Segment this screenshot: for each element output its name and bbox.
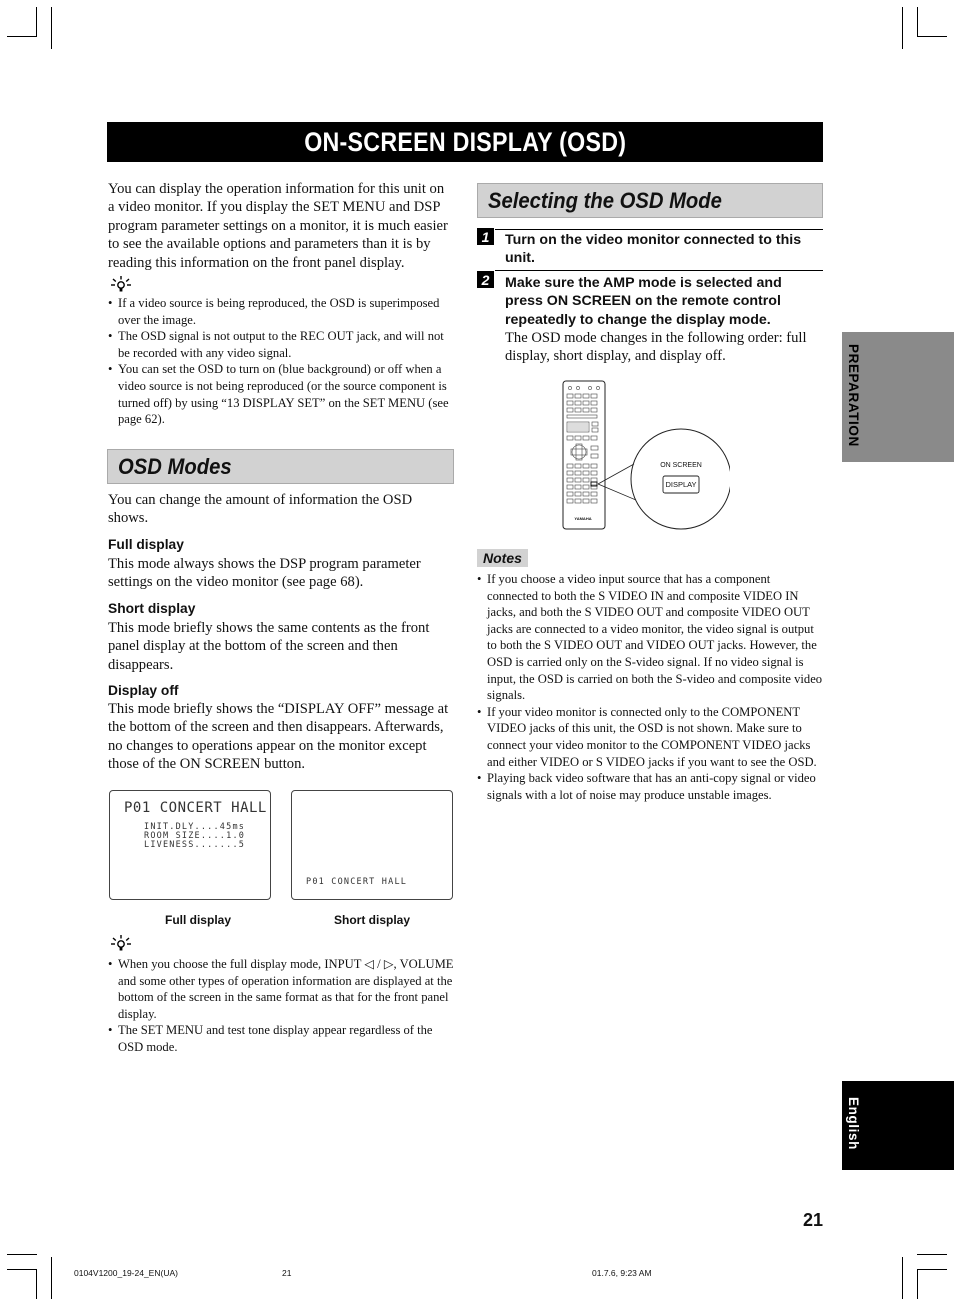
list-item: • When you choose the full display mode, INPUT ◁ / ▷, VOLUME and some other types of operation information are displayed at the bottom of the screen in the same format as that for the front panel display. xyxy=(108,956,454,1022)
osd-modes-intro: You can change the amount of information the OSD shows. xyxy=(108,492,413,527)
step-detail: The OSD mode changes in the following order: full display, short display, and display off. xyxy=(505,330,807,365)
list-item: • If you choose a video input source that has a component connected to both the S VIDEO IN and composite VIDEO IN jacks, and both the S VIDEO OUT and composite VIDEO OUT jacks are connected to a video monitor, the video signal is output to both the S VIDEO OUT and VIDEO OUT jacks. However, the OSD is carried only on the S-video signal. If no video signal is input, the OSD is carried on both the S-video and composite video signals. xyxy=(477,571,823,704)
mode-heading: Display off xyxy=(108,683,179,698)
display-button-label: DISPLAY xyxy=(665,480,697,489)
osd-short-line: P01 CONCERT HALL xyxy=(306,877,408,887)
osd-param: LIVENESS.......5 xyxy=(144,840,246,850)
side-tab-preparation-label: PREPARATION xyxy=(846,344,861,447)
footer-file: 0104V1200_19-24_EN(UA) xyxy=(74,1268,178,1278)
intro-tips-list xyxy=(108,295,454,428)
section-heading-text: Selecting the OSD Mode xyxy=(488,187,722,213)
tip-icon xyxy=(110,934,132,952)
section-heading-selecting xyxy=(477,183,823,218)
side-tab-language-label: English xyxy=(846,1097,861,1150)
short-display-screen xyxy=(291,790,453,900)
footer-datetime: 01.7.6, 9:23 AM xyxy=(592,1268,652,1278)
remote-brand-logo: YAMAHA xyxy=(574,516,592,521)
list-item: • You can set the OSD to turn on (blue background) or off when a video source is not being reproduced (or the source component is turned off) by using “13 DISPLAY SET” on the SET MENU (see page 62). xyxy=(108,361,454,427)
osd-param: INIT.DLY....45ms xyxy=(144,822,246,832)
full-display-screen xyxy=(109,790,271,900)
list-item: • The SET MENU and test tone display appear regardless of the OSD mode. xyxy=(108,1022,454,1055)
osd-program-title: P01 CONCERT HALL xyxy=(124,800,267,816)
footer-page: 21 xyxy=(282,1268,292,1278)
osd-param: ROOM SIZE....1.0 xyxy=(144,831,246,841)
section-heading-text: OSD Modes xyxy=(118,453,232,479)
short-display-caption: Short display xyxy=(333,913,410,927)
list-item: • If your video monitor is connected only to the COMPONENT VIDEO jacks of this unit, the OSD is not shown. Make sure to connect your video monitor to the COMPONENT VIDEO jacks and either VIDEO or S VIDEO jacks if you want to see the OSD. xyxy=(477,704,823,770)
step-rule xyxy=(495,270,823,271)
page-number: 21 xyxy=(802,1210,823,1230)
list-item: • The OSD signal is not output to the REC OUT jack, and will not be recorded with any video signal. xyxy=(108,328,454,361)
mode-heading: Full display xyxy=(108,537,184,552)
side-tab-language xyxy=(842,1081,954,1170)
mode-description: This mode briefly shows the “DISPLAY OFF” message at the bottom of the screen and then disappears. Afterwards, no changes to operations appear on the monitor except those of the ON SCREEN button. xyxy=(108,701,449,773)
section-heading-osd-modes xyxy=(107,449,454,484)
tip-icon xyxy=(110,275,132,293)
remote-callout-label: ON SCREEN xyxy=(660,462,702,469)
mode-description: This mode always shows the DSP program parameter settings on the video monitor (see page 68). xyxy=(108,556,421,591)
step-number: 2 xyxy=(477,271,494,288)
side-tab-preparation xyxy=(842,332,954,462)
mode-description: This mode briefly shows the same contents as the front panel display at the bottom of the screen and then disappears. xyxy=(108,620,430,673)
step-number: 1 xyxy=(477,228,494,245)
page-title-text: ON-SCREEN DISPLAY (OSD) xyxy=(303,126,627,157)
list-item: • Playing back video software that has an anti-copy signal or video signals with a lot of noise may produce unstable images. xyxy=(477,770,823,803)
mode-heading: Short display xyxy=(108,601,196,616)
osd-parameter-lines xyxy=(144,823,245,850)
step-rule xyxy=(495,229,823,230)
osd-modes-tips-list xyxy=(108,956,454,1056)
page-title xyxy=(107,122,823,162)
step-text: Turn on the video monitor connected to this unit. xyxy=(505,232,802,267)
intro-paragraph: You can display the operation information for this unit on a video monitor. If you display the SET MENU and DSP program parameter settings on a monitor, it is much easier to see the available options and parameters than it is by reading this information on the front panel display. xyxy=(108,181,448,271)
remote-control-illustration xyxy=(560,378,730,533)
step-text: Make sure the AMP mode is selected and press ON SCREEN on the remote control repeatedly to change the display mode. xyxy=(505,275,782,328)
notes-list xyxy=(477,571,823,803)
full-display-caption: Full display xyxy=(164,913,231,927)
notes-label: Notes xyxy=(477,549,528,567)
list-item: • If a video source is being reproduced, the OSD is superimposed over the image. xyxy=(108,295,454,328)
